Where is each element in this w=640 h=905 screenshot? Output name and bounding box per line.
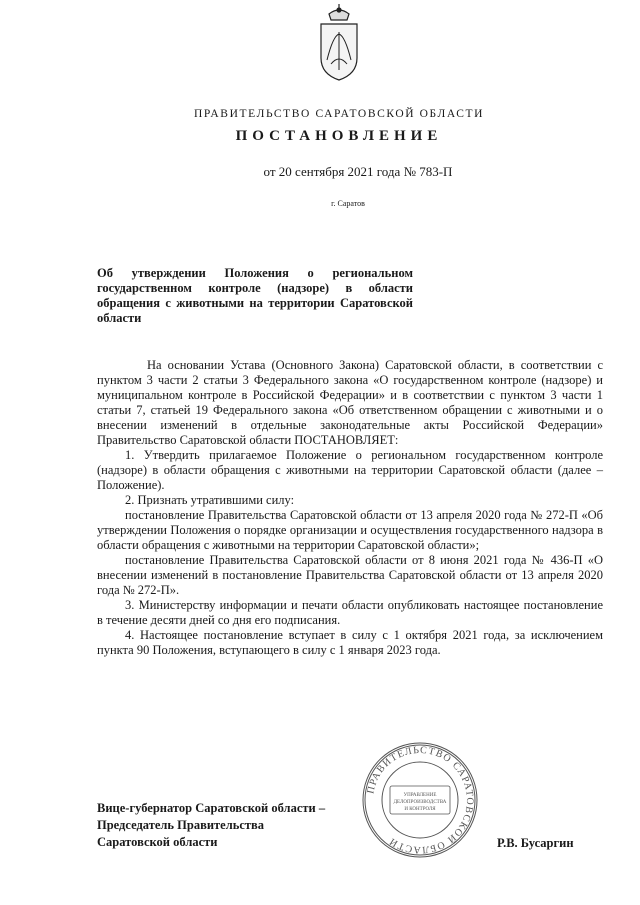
government-name: ПРАВИТЕЛЬСТВО САРАТОВСКОЙ ОБЛАСТИ	[193, 108, 485, 120]
svg-text:ДЕЛОПРОИЗВОДСТВА: ДЕЛОПРОИЗВОДСТВА	[393, 800, 447, 805]
document-body	[97, 358, 603, 658]
document-city: г. Саратов	[331, 199, 365, 208]
preamble-paragraph: На основании Устава (Основного Закона) Саратовской области, в соответствии с пунктом 3 части 2 статьи 3 Федерального закона «О государственном контроле (надзоре) и муниципальном контроле в Российской Федерации» и в соответствии с пунктом 3 части 1 статьи 7, статьей 19 Федерального закона «Об ответственном обращении с животными и о внесении изменений в отдельные законодательные акты Российской Федерации» Правительство Саратовской области ПОСТАНОВЛЯЕТ:	[97, 358, 603, 447]
signer-name: Р.В. Бусаргин	[497, 836, 574, 850]
document-subject: Об утверждении Положения о региональном государственном контроле (надзоре) в области обращения с животными на территории Саратовской области	[97, 266, 413, 325]
signer-block	[97, 800, 325, 851]
signer-title-line-3: Саратовской области	[97, 835, 218, 849]
document-type: ПОСТАНОВЛЕНИЕ	[235, 128, 443, 144]
svg-text:УПРАВЛЕНИЕ: УПРАВЛЕНИЕ	[403, 793, 437, 798]
signer-title-line-1: Вице-губернатор Саратовской области –	[97, 801, 326, 815]
document-date-number: от 20 сентября 2021 года № 783-П	[263, 164, 453, 179]
item-1-paragraph: 1. Утвердить прилагаемое Положение о региональном государственном контроле (надзоре) в области обращения с животными на территории Саратовской области (далее – Положение).	[97, 448, 603, 492]
item-2-sub-1-paragraph: постановление Правительства Саратовской области от 13 апреля 2020 года № 272-П «Об утверждении Положения о порядке организации и осуществления государственного надзора в области обращения с животными на территории Саратовской области»;	[97, 508, 603, 552]
svg-text:И КОНТРОЛЯ: И КОНТРОЛЯ	[404, 807, 436, 812]
item-2-paragraph: 2. Признать утратившими силу:	[125, 493, 295, 507]
item-2-sub-2-paragraph: постановление Правительства Саратовской области от 8 июня 2021 года № 436-П «О внесении изменений в постановление Правительства Саратовской области от 13 апреля 2020 года № 272-П».	[97, 553, 603, 597]
coat-of-arms-icon	[315, 4, 363, 84]
signer-title-line-2: Председатель Правительства	[97, 818, 265, 832]
svg-text:ПРАВИТЕЛЬСТВО САРАТОВСКОЙ ОБЛА: ПРАВИТЕЛЬСТВО САРАТОВСКОЙ ОБЛАСТИ	[365, 744, 476, 856]
item-3-paragraph: 3. Министерству информации и печати области опубликовать настоящее постановление в течение десяти дней со дня его подписания.	[97, 598, 603, 627]
official-seal-stamp	[360, 740, 480, 860]
item-4-paragraph: 4. Настоящее постановление вступает в силу с 1 октября 2021 года, за исключением пункта 90 Положения, вступающего в силу с 1 января 2023 года.	[97, 628, 603, 657]
